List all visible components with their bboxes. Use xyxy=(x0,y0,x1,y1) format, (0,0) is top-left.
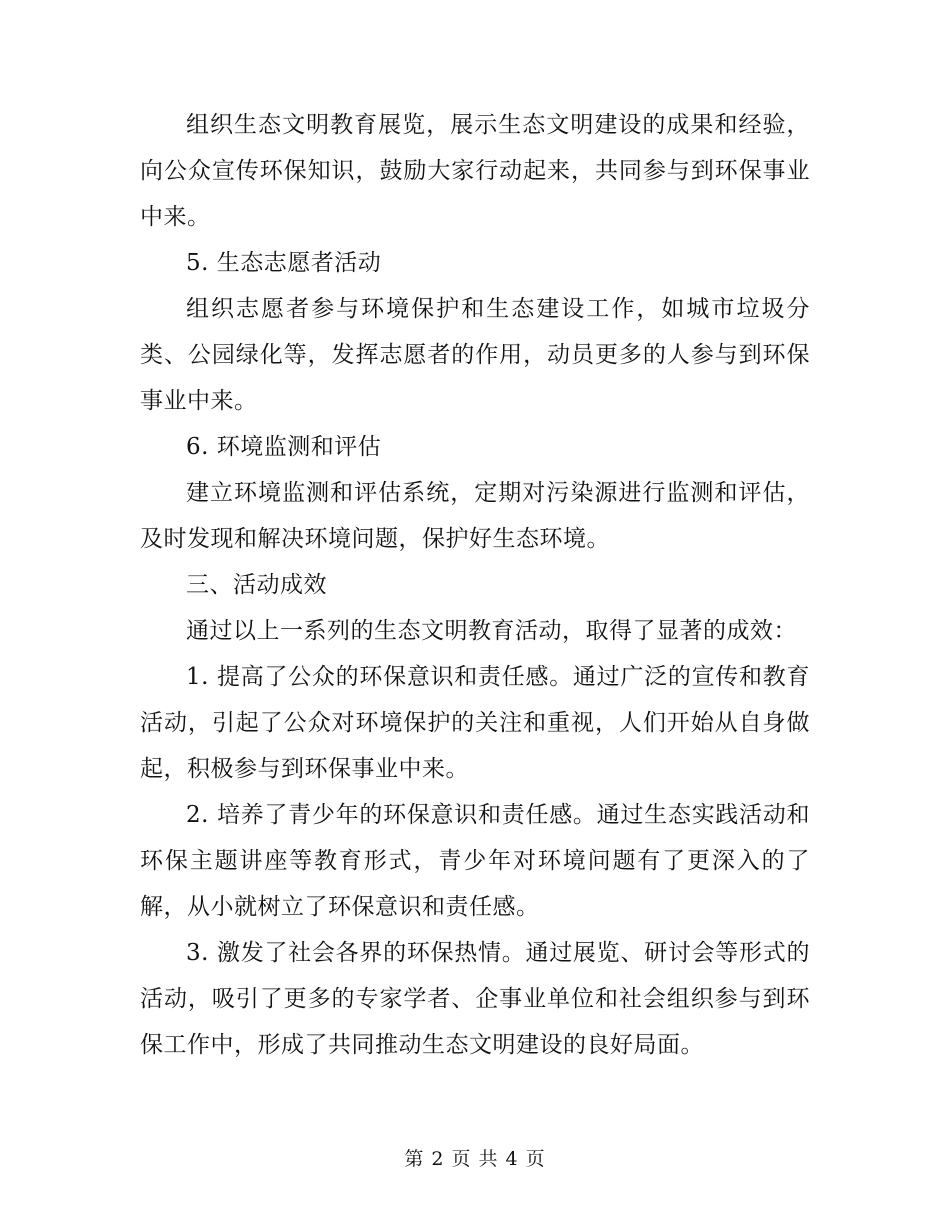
paragraph-exhibition: 组织生态文明教育展览，展示生态文明建设的成果和经验，向公众宣传环保知识，鼓励大家行动起来，共同参与到环保事业中来。 xyxy=(140,112,810,230)
result-item-2: 2. 培养了青少年的环保意识和责任感。通过生态实践活动和环保主题讲座等教育形式，青少年对环境问题有了更深入的了解，从小就树立了环保意识和责任感。 xyxy=(140,802,810,920)
heading-volunteer-activities: 5. 生态志愿者活动 xyxy=(186,250,382,276)
section-heading-results: 三、活动成效 xyxy=(186,572,327,598)
result-item-1: 1. 提高了公众的环保意识和责任感。通过广泛的宣传和教育活动，引起了公众对环境保护的关注和重视，人们开始从自身做起，积极参与到环保事业中来。 xyxy=(140,664,810,782)
page-number-footer: 第 2 页 共 4 页 xyxy=(404,1148,546,1170)
paragraph-results-intro: 通过以上一系列的生态文明教育活动，取得了显著的成效： xyxy=(186,618,797,644)
paragraph-volunteers: 组织志愿者参与环境保护和生态建设工作，如城市垃圾分类、公园绿化等，发挥志愿者的作用，动员更多的人参与到环保事业中来。 xyxy=(140,296,810,414)
result-item-3: 3. 激发了社会各界的环保热情。通过展览、研讨会等形式的活动，吸引了更多的专家学者、企事业单位和社会组织参与到环保工作中，形成了共同推动生态文明建设的良好局面。 xyxy=(140,940,810,1058)
paragraph-monitoring: 建立环境监测和评估系统，定期对污染源进行监测和评估，及时发现和解决环境问题，保护好生态环境。 xyxy=(140,480,810,552)
document-body xyxy=(140,102,810,1068)
heading-monitoring-evaluation: 6. 环境监测和评估 xyxy=(186,434,382,460)
